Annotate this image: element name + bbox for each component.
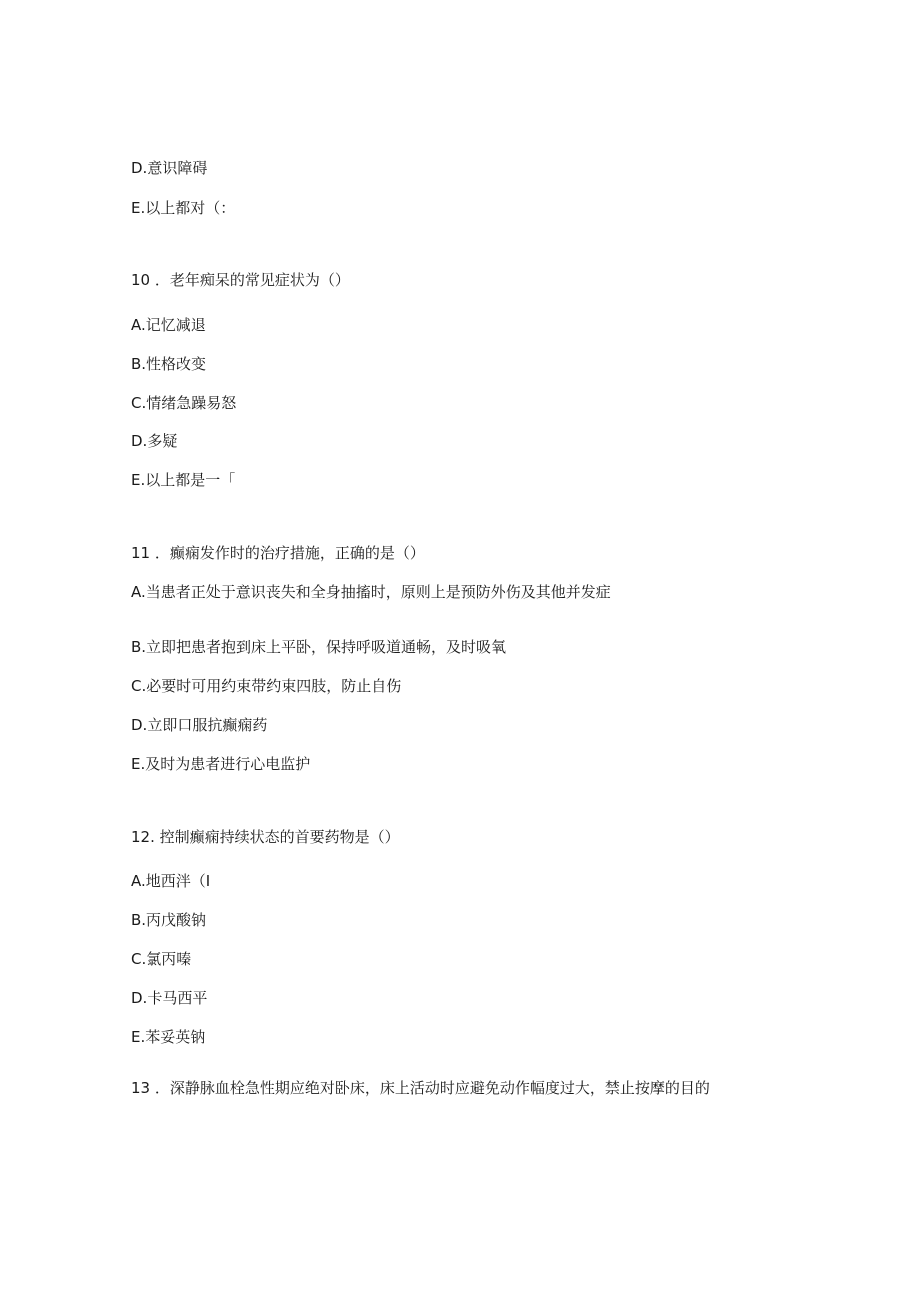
q11-option-b: B.立即把患者抱到床上平卧，保持呼吸道通畅，及时吸氧 [131, 638, 507, 656]
q10-question: 10 ．老年痴呆的常见症状为（） [131, 271, 350, 289]
q10-option-c: C.情绪急躁易怒 [131, 394, 237, 412]
q9-option-d: D.意识障碍 [131, 159, 208, 177]
q10-option-a: A.记忆减退 [131, 316, 206, 334]
q12-option-a: A.地西泮（I [131, 872, 211, 890]
q11-option-c: C.必要时可用约束带约束四肢，防止自伤 [131, 677, 402, 695]
q12-question: 12. 控制癫痫持续状态的首要药物是（） [131, 828, 400, 846]
q12-option-d: D.卡马西平 [131, 989, 208, 1007]
q11-option-d: D.立即口服抗癫痫药 [131, 716, 268, 734]
q10-option-b: B.性格改变 [131, 355, 207, 373]
q12-option-c: C.氯丙嗪 [131, 950, 192, 968]
q9-option-e: E.以上都对（： [131, 199, 236, 217]
q13-question: 13 ．深静脉血栓急性期应绝对卧床，床上活动时应避免动作幅度过大，禁止按摩的目的 [131, 1079, 710, 1097]
q10-option-e: E.以上都是一「 [131, 471, 236, 489]
q11-question: 11 ．癫痫发作时的治疗措施，正确的是（） [131, 544, 425, 562]
q10-option-d: D.多疑 [131, 432, 178, 450]
q11-option-e: E.及时为患者进行心电监护 [131, 755, 311, 773]
q12-option-b: B.丙戊酸钠 [131, 911, 207, 929]
q12-option-e: E.苯妥英钠 [131, 1028, 206, 1046]
q11-option-a: A.当患者正处于意识丧失和全身抽搐时，原则上是预防外伤及其他并发症 [131, 583, 611, 601]
